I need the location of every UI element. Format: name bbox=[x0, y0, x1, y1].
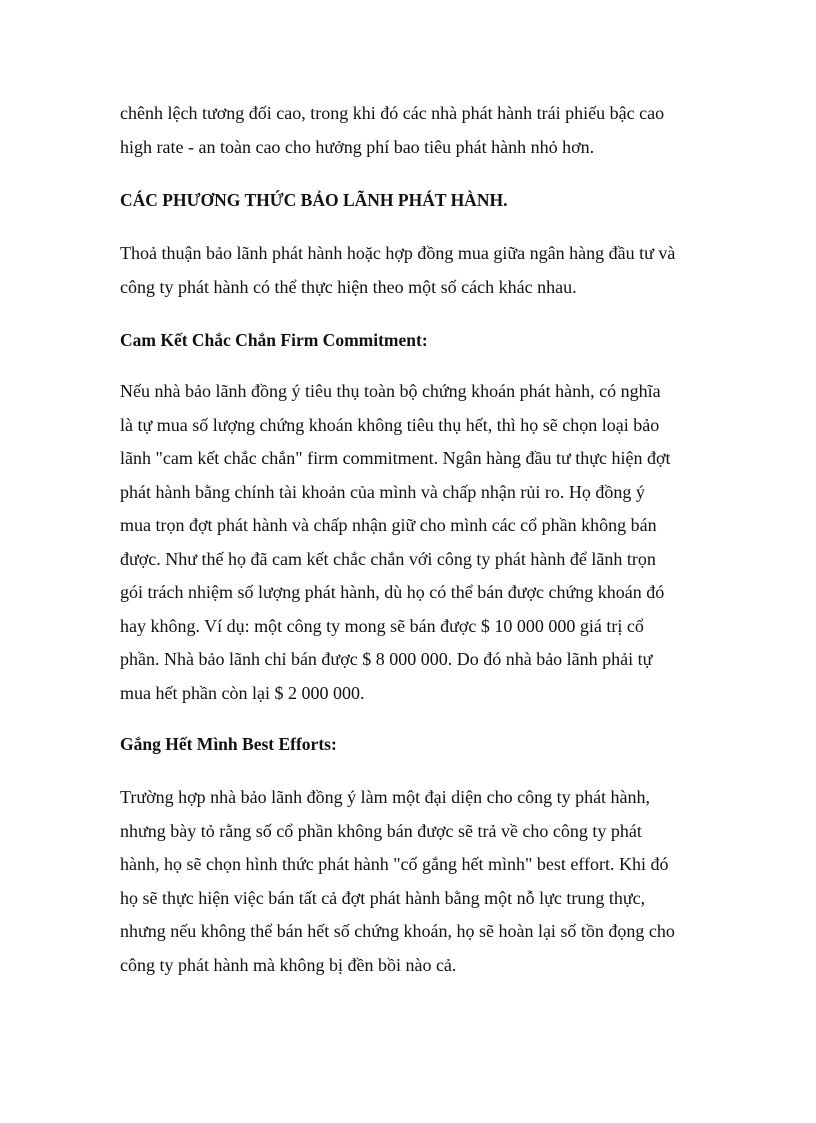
paragraph-line: hay không. Ví dụ: một công ty mong sẽ bán được $ 10 000 000 giá trị cổ bbox=[120, 615, 644, 636]
firm-commitment-heading: Cam Kết Chắc Chắn Firm Commitment: bbox=[120, 330, 428, 350]
best-efforts-heading: Gắng Hết Mình Best Efforts: bbox=[120, 734, 337, 754]
paragraph-line: high rate - an toàn cao cho hưởng phí bao tiêu phát hành nhỏ hơn. bbox=[120, 136, 595, 157]
paragraph-line: Thoả thuận bảo lãnh phát hành hoặc hợp đồng mua giữa ngân hàng đầu tư và bbox=[120, 243, 676, 263]
paragraph-line: nhưng bày tỏ rằng số cổ phần không bán được sẽ trả về cho công ty phát bbox=[120, 820, 642, 841]
best-efforts-heading-block bbox=[120, 731, 710, 757]
paragraph-line: chênh lệch tương đối cao, trong khi đó các nhà phát hành trái phiếu bậc cao bbox=[120, 103, 665, 123]
paragraph-line: công ty phát hành mà không bị đền bồi nào cả. bbox=[120, 954, 457, 975]
paragraph-line: là tự mua số lượng chứng khoán không tiêu thụ hết, thì họ sẽ chọn loại bảo bbox=[120, 414, 660, 435]
paragraph-line: phần. Nhà bảo lãnh chỉ bán được $ 8 000 000. Do đó nhà bảo lãnh phải tự bbox=[120, 649, 653, 669]
section-heading: CÁC PHƯƠNG THỨC BẢO LÃNH PHÁT HÀNH. bbox=[120, 190, 508, 210]
section-intro-paragraph bbox=[120, 237, 710, 304]
paragraph-line: Trường hợp nhà bảo lãnh đồng ý làm một đại diện cho công ty phát hành, bbox=[120, 787, 651, 807]
paragraph-line: lãnh "cam kết chắc chắn" firm commitment. Ngân hàng đầu tư thực hiện đợt bbox=[120, 448, 671, 468]
section-heading-block bbox=[120, 187, 710, 213]
paragraph-line: gói trách nhiệm số lượng phát hành, dù họ có thể bán được chứng khoán đó bbox=[120, 582, 665, 602]
paragraph-line: mua hết phần còn lại $ 2 000 000. bbox=[120, 682, 365, 703]
paragraph-line: hành, họ sẽ chọn hình thức phát hành "cố gắng hết mình" best effort. Khi đó bbox=[120, 854, 669, 874]
paragraph-line: họ sẽ thực hiện việc bán tất cả đợt phát hành bằng một nỗ lực trung thực, bbox=[120, 887, 646, 908]
paragraph-line: được. Như thế họ đã cam kết chắc chắn với công ty phát hành để lãnh trọn bbox=[120, 548, 656, 569]
best-efforts-paragraph bbox=[120, 781, 710, 982]
paragraph-line: công ty phát hành có thể thực hiện theo một số cách khác nhau. bbox=[120, 276, 577, 297]
paragraph-line: Nếu nhà bảo lãnh đồng ý tiêu thụ toàn bộ chứng khoán phát hành, có nghĩa bbox=[120, 381, 661, 401]
paragraph-line: phát hành bằng chính tài khoản của mình và chấp nhận rủi ro. Họ đồng ý bbox=[120, 481, 645, 502]
firm-commitment-heading-block bbox=[120, 327, 710, 353]
paragraph-line: mua trọn đợt phát hành và chấp nhận giữ cho mình các cổ phần không bán bbox=[120, 515, 657, 535]
intro-paragraph bbox=[120, 97, 710, 164]
paragraph-line: nhưng nếu không thể bán hết số chứng khoán, họ sẽ hoàn lại số tồn đọng cho bbox=[120, 921, 675, 941]
firm-commitment-paragraph bbox=[120, 375, 710, 710]
